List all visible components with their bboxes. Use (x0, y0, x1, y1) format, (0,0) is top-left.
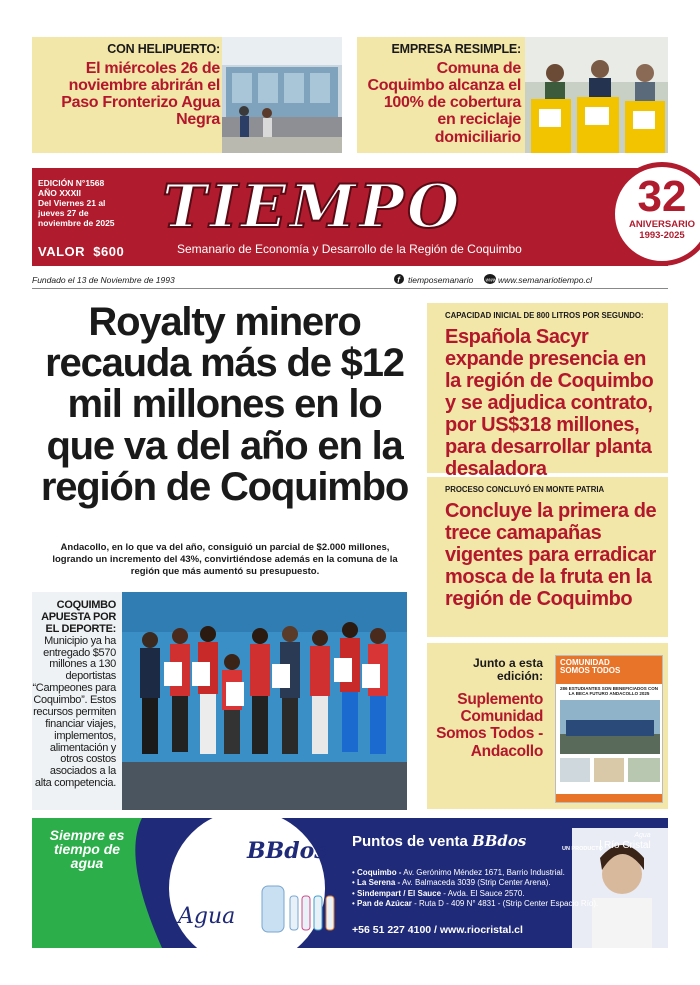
locations-list (352, 868, 598, 910)
story-headline: Concluye la primera de trece camapañas vigentes para erradicar mosca de la fruta en la región de Coquimbo (445, 500, 657, 610)
tagline: Semanario de Economía y Desarrollo de la Región de Coquimbo (177, 242, 522, 256)
website-link[interactable]: www.semanariotiempo.cl (498, 275, 593, 285)
sport-body: Municipio ya ha entregado $570 millones a 130 deportistas “Campeones para Coquimbo”. Estos recursos permiten financiar viajes, implementos, alimentación y otros costos asociados a la alta competencia. (32, 634, 116, 790)
location-item: • Pan de Azúcar - Ruta D - 409 N° 4831 - (Strip Center Espacio Río). (352, 899, 599, 909)
ad-slogan: Siempre es tiempo de agua (49, 827, 125, 871)
agua-label: Agua (178, 904, 236, 929)
ad-contact[interactable]: +56 51 227 4100 / www.riocristal.cl (352, 924, 523, 936)
supplement-insert[interactable] (427, 643, 668, 809)
price-label: VALOR (38, 244, 86, 259)
teaser-kicker: CON HELIPUERTO: (107, 42, 220, 56)
edition-number: EDICIÓN N°1568 (38, 178, 105, 188)
teaser-right[interactable] (357, 37, 668, 153)
svg-text:www: www (485, 277, 496, 284)
price-value: $600 (93, 244, 125, 259)
points-title: Puntos de venta (352, 833, 468, 850)
cover-subtitle: 286 ESTUDIANTES SON BENEFICIADOS CON LA BECA FUTURO ANDACOLLO 2025 (559, 686, 658, 696)
anniversary-number: 32 (637, 172, 687, 221)
masthead (32, 168, 695, 266)
location-item: • Coquimbo - Av. Gerónimo Méndez 1671, Barrio Industrial. (352, 868, 565, 877)
anniversary-label: ANIVERSARIO (629, 219, 695, 230)
newspaper-logo[interactable]: TIEMPO (162, 172, 463, 242)
un-producto: UN PRODUCTO (562, 846, 603, 852)
border-crossing-photo (222, 37, 342, 153)
anniversary-badge (610, 162, 700, 266)
story-kicker: CAPACIDAD INICIAL DE 800 LITROS POR SEGUNDO: (445, 311, 644, 320)
points-of-sale-title (352, 832, 526, 850)
story-kicker: PROCESO CONCLUYÓ EN MONTE PATRIA (445, 485, 605, 494)
info-line (32, 275, 668, 289)
svg-text:f: f (397, 275, 400, 284)
social-handle[interactable]: tiemposemanario (408, 275, 474, 285)
teaser-kicker: EMPRESA RESIMPLE: (391, 42, 521, 56)
anniversary-years: 1993-2025 (639, 230, 685, 241)
main-headline[interactable]: Royalty minero recauda más de $12 mil millones en lo que va del año en la región de Coquimbo (40, 300, 409, 509)
water-bottles-icon (260, 880, 340, 938)
edition-year: AÑO XXXII (38, 188, 81, 199)
edition-dates: Del Viernes 21 al jueves 27 de noviembre de 2025 (38, 198, 115, 229)
bbdos-logo: BBdos (247, 838, 327, 864)
story-headline: Española Sacyr expande presencia en la región de Coquimbo y se adjudica contrato, por US$318 millones, para desarrollar planta desaladora (445, 326, 654, 480)
advertisement[interactable] (32, 818, 668, 948)
rio-cristal-name: Río Cristal (600, 840, 651, 851)
location-item: • La Serena - Av. Balmaceda 3039 (Strip Center Arena). (352, 878, 551, 888)
rio-cristal-logo (600, 832, 651, 851)
teaser-left[interactable] (32, 37, 342, 153)
rio-cristal-top: Agua (634, 832, 651, 839)
main-deck: Andacollo, en lo que va del año, consiguió un parcial de $2.000 millones, logrando un incremento del 43%, convirtiéndose además en la comuna de la región que más aumentó su presupuesto. (52, 542, 398, 577)
insert-headline: Suplemento Comunidad Somos Todos - Andacollo (436, 691, 543, 760)
sport-kicker: COQUIMBO APUESTA POR EL DEPORTE: (41, 599, 116, 635)
story-desalination[interactable] (427, 303, 668, 480)
cover-photo (556, 698, 663, 803)
insert-kicker: Junto a esta edición: (472, 656, 543, 684)
teaser-headline: El miércoles 26 de noviembre abrirán el Paso Fronterizo Agua Negra (61, 59, 220, 129)
supplement-cover (555, 655, 663, 803)
right-column (427, 303, 668, 637)
founded-date: Fundado el 13 de Noviembre de 1993 (32, 275, 175, 285)
location-item: • Sindempart / El Sauce - Avda. El Sauce 2570. (352, 888, 525, 898)
story-fruit-fly[interactable] (427, 477, 668, 637)
edition-info (38, 178, 128, 228)
sport-caption (32, 600, 116, 790)
points-brand: BBdos (472, 832, 527, 850)
price (38, 244, 124, 259)
teaser-headline: Comuna de Coquimbo alcanza el 100% de cobertura en reciclaje domiciliario (367, 59, 521, 146)
cover-title: COMUNIDAD SOMOS TODOS (560, 658, 621, 676)
facebook-icon[interactable] (394, 274, 404, 286)
recycling-photo (525, 37, 668, 153)
insert-text (433, 657, 543, 760)
web-icon (484, 274, 496, 286)
